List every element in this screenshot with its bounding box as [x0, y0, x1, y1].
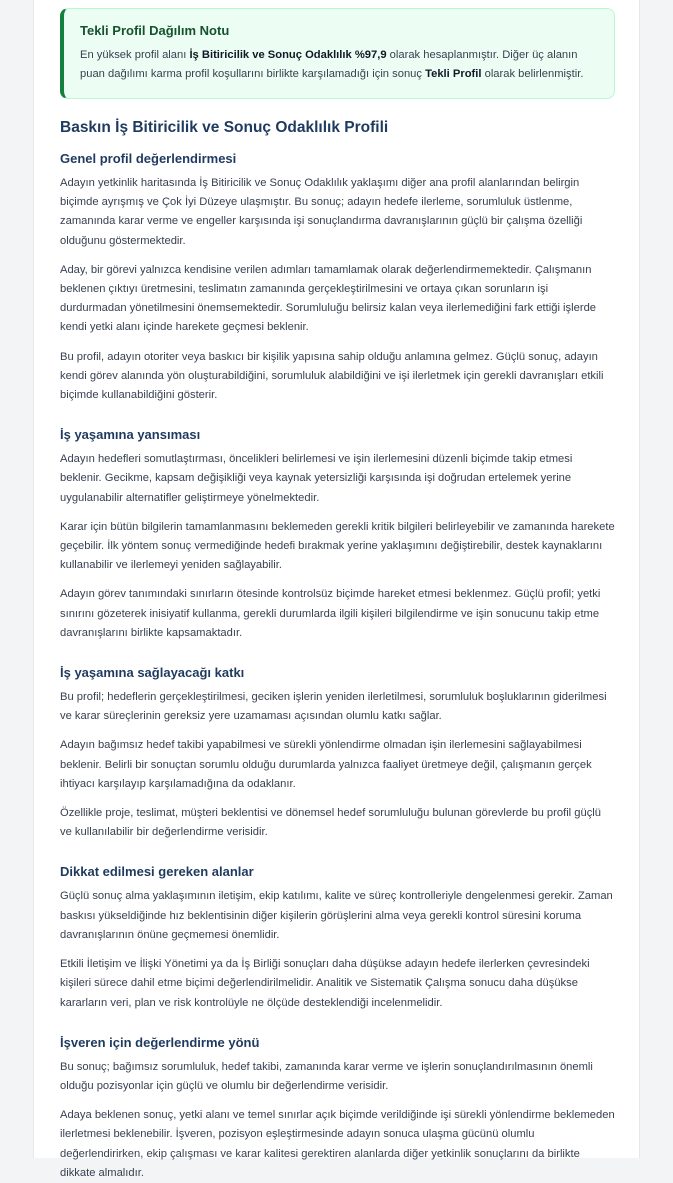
section-employer-direction — [60, 1035, 615, 1183]
section-heading: Dikkat edilmesi gereken alanlar — [60, 864, 254, 880]
paragraph: Adayın bağımsız hedef takibi yapabilmesi ve sürekli yönlendirme olmadan işin ilerlemesini sağlayabilmesi beklenir. Belirli bir sonuçtan sorumlu olduğu durumlarda yalnızca faaliyet üretmeye değil, çalışmanın gerçek ihtiyacı karşılayıp karşılamadığına da odaklanır. — [60, 739, 592, 790]
section-heading: İş yaşamına yansıması — [60, 427, 201, 443]
paragraph: Adaya beklenen sonuç, yetki alanı ve temel sınırlar açık biçimde verildiğinde işi sürekli yönlendirme beklemeden ilerletmesi beklenebilir. İşveren, pozisyon eşleştirmesinde adayın sonuca ulaşma gücünü olumlu değerlendirirken, ekip çalışması ve karar kalitesi gerektiren alanlarda diğer yetkinlik sonuçlarını da birlikte dikkate almalıdır. — [60, 1109, 615, 1179]
profile-distribution-note — [60, 8, 615, 99]
paragraph: Bu profil; hedeflerin gerçekleştirilmesi, geciken işlerin yeniden ilerletilmesi, sorumluluk boşluklarının giderilmesi ve karar süreçlerinin gereksiz yere uzamaması açısından olumlu katkı sağlar. — [60, 691, 607, 723]
paragraph: Adayın yetkinlik haritasında İş Bitiricilik ve Sonuç Odaklılık yaklaşımı diğer ana profil alanlarından belirgin biçimde ayrışmış ve Çok İyi Düzeye ulaşmıştır. Bu sonuç; adayın hedefe ilerleme, sorumluluk üstlenme, zamanında karar verme ve engeller karşısında işi sonuçlandırma davranışlarının güçlü bir çalışma özelliği olduğunu göstermektedir. — [60, 177, 583, 247]
note-highlight-result: Tekli Profil — [425, 68, 482, 80]
paragraph: Etkili İletişim ve İlişki Yönetimi ya da İş Birliği sonuçları daha düşükse adayın hedefe ilerlerken çevresindeki kişileri sürece dahil etme biçimi değerlendirilmelidir. Analitik ve Sistematik Çalışma sonucu daha düşükse kararların veri, plan ve risk kontrolüyle ne ölçüde desteklendiği incelenmelidir. — [60, 958, 590, 1009]
section-contribution — [60, 665, 615, 842]
note-text — [80, 46, 598, 84]
note-text-part: olarak belirlenmiştir. — [481, 68, 584, 80]
note-highlight-score: İş Bitiricilik ve Sonuç Odaklılık %97,9 — [189, 49, 387, 61]
section-general-assessment — [60, 151, 615, 405]
section-attention-areas — [60, 864, 615, 1012]
paragraph: Karar için bütün bilgilerin tamamlanmasını beklemeden gerekli kritik bilgileri belirleyebilir ve zamanında harekete geçebilir. İlk yöntem sonuç vermediğinde hedefi bırakmak yerine yaklaşımını değiştirebilir, destek kaynaklarını kullanabilir ve ilerlemeyi yeniden sağlayabilir. — [60, 520, 615, 572]
profile-title: Baskın İş Bitiricilik ve Sonuç Odaklılık Profili — [60, 119, 389, 136]
note-title: Tekli Profil Dağılım Notu — [80, 23, 230, 38]
report-card — [33, 0, 640, 1179]
report-content — [34, 8, 639, 1183]
paragraph: Aday, bir görevi yalnızca kendisine verilen adımları tamamlamak olarak değerlendirmemektedir. Çalışmanın beklenen çıktıyı üretmesini, teslimatın zamanında gerçekleştirilmesini ve ortaya çıkan sorunların işi durdurmadan yönetilmesini önemsemektedir. Sorumluluğu belirsiz kalan veya ilerlemediğini fark ettiği işlerde kendi yetki alanı içinde harekete geçmesi beklenir. — [60, 263, 597, 334]
paragraph: Adayın hedefleri somutlaştırması, öncelikleri belirlemesi ve işin ilerlemesini düzenli biçimde takip etmesi beklenir. Gecikme, kapsam değişikliği veya kaynak yetersizliği karşısında işi doğrudan ertelemek yerine uygulanabilir alternatifler geliştirmeye yönelmektedir. — [60, 453, 573, 504]
paragraph: Adayın görev tanımındaki sınırların ötesinde kontrolsüz biçimde hareket etmesi beklenmez. Güçlü profil; yetki sınırını gözeterek inisiyatif kullanma, gerekli durumlarda ilgili kişileri bilgilendirme ve işin sonucunu takip etme davranışlarını birlikte kapsamaktadır. — [60, 588, 601, 639]
paragraph: Özellikle proje, teslimat, müşteri beklentisi ve dönemsel hedef sorumluluğu bulunan görevlerde bu profil güçlü ve kullanılabilir bir değerlendirme verisidir. — [60, 807, 602, 839]
section-heading: İş yaşamına sağlayacağı katkı — [60, 665, 245, 681]
paragraph: Bu profil, adayın otoriter veya baskıcı bir kişilik yapısına sahip olduğu anlamına gelmez. Güçlü sonuç, adayın kendi görev alanında yön oluşturabildiğini, sorumluluk alabildiğini ve işi ilerletmek için gerekli davranışları etkili biçimde kullanabildiğini gösterir. — [60, 350, 604, 402]
note-text-part: olarak hesaplanmıştır. Diğer üç alanın puan dağılımı karma profil koşullarını birlikte karşılamadığı için sonuç — [80, 49, 578, 80]
section-heading: İşveren için değerlendirme yönü — [60, 1034, 260, 1050]
section-work-life-reflection — [60, 427, 615, 643]
note-text-part: En yüksek profil alanı — [80, 49, 190, 61]
paragraph: Bu sonuç; bağımsız sorumluluk, hedef takibi, zamanında karar verme ve işlerin sonuçlandırılmasının önemli olduğu pozisyonlar için güçlü ve olumlu bir değerlendirme verisidir. — [60, 1060, 593, 1092]
paragraph: Güçlü sonuç alma yaklaşımının iletişim, ekip katılımı, kalite ve süreç kontrolleriyle dengelenmesi gerekir. Zaman baskısı yükseldiğinde hız beklentisinin diğer kişilerin görüşlerini alma veya gerekli kontrol süresini koruma davranışlarının önüne geçmemesi önemlidir. — [60, 890, 613, 941]
section-heading: Genel profil değerlendirmesi — [60, 151, 237, 166]
